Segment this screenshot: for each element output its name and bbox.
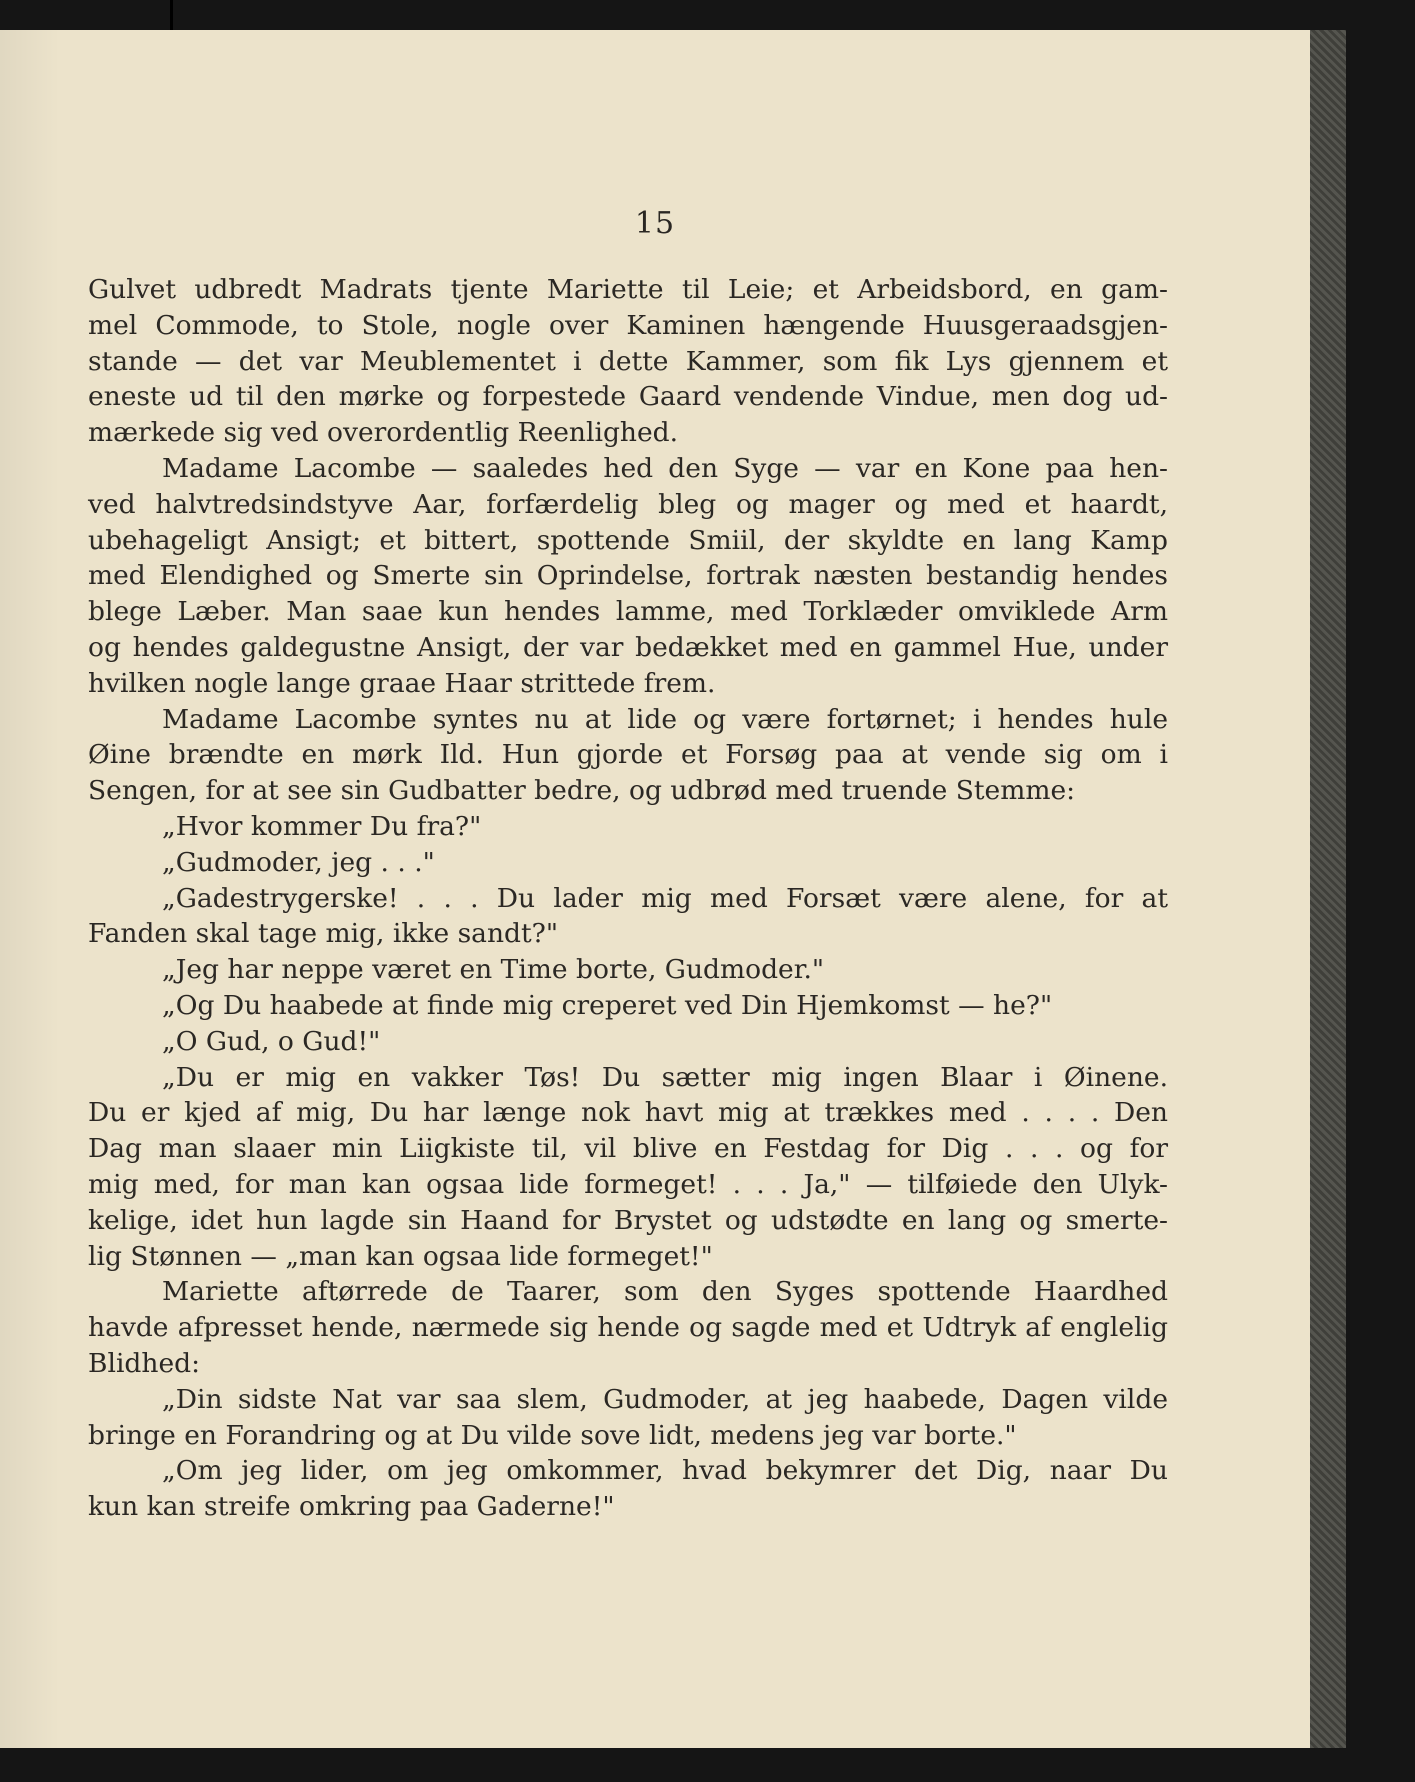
text-line: og hendes galdegustne Ansigt, der var bedækket med en gammel Hue, under: [88, 631, 1168, 663]
text-line: med Elendighed og Smerte sin Oprindelse, fortrak næsten bestandig hendes: [88, 560, 1168, 592]
text-line: kelige, idet hun lagde sin Haand for Brystet og udstødte en lang og smerte-: [88, 1204, 1168, 1236]
text-line: Madame Lacombe — saaledes hed den Syge — var en Kone paa hen-: [162, 452, 1168, 484]
text-line: „Hvor kommer Du fra?": [162, 810, 482, 842]
text-line: kun kan streife omkring paa Gaderne!": [88, 1491, 615, 1523]
text-line: „Gadestrygerske! . . . Du lader mig med Forsæt være alene, for at: [162, 882, 1168, 914]
text-line: Dag man slaaer min Liigkiste til, vil blive en Festdag for Dig . . . og for: [88, 1133, 1168, 1165]
text-line: mærkede sig ved overordentlig Reenlighed.: [88, 417, 679, 449]
text-line: bringe en Forandring og at Du vilde sove lidt, medens jeg var borte.": [88, 1419, 1017, 1451]
text-line: lig Stønnen — „man kan ogsaa lide formeget!": [88, 1240, 713, 1272]
text-line: Madame Lacombe syntes nu at lide og være fortørnet; i hendes hule: [162, 703, 1168, 735]
text-line: Sengen, for at see sin Gudbatter bedre, og udbrød med truende Stemme:: [88, 775, 1076, 807]
text-line: mig med, for man kan ogsaa lide formeget! . . . Ja," — tilføiede den Ulyk-: [88, 1168, 1168, 1200]
text-line: „O Gud, o Gud!": [162, 1025, 381, 1057]
text-line: „Din sidste Nat var saa slem, Gudmoder, at jeg haabede, Dagen vilde: [162, 1383, 1168, 1415]
text-line: hvilken nogle lange graae Haar strittede frem.: [88, 667, 716, 699]
body-text: [88, 272, 1168, 1525]
text-line: Du er kjed af mig, Du har længe nok havt mig at trækkes med . . . . Den: [88, 1097, 1168, 1129]
book-binding: [1310, 30, 1346, 1748]
page-number: 15: [634, 206, 676, 241]
text-line: ved halvtredsindstyve Aar, forfærdelig bleg og mager og med et haardt,: [88, 488, 1168, 520]
text-line: Mariette aftørrede de Taarer, som den Syges spottende Haardhed: [162, 1276, 1168, 1308]
gutter-shadow: [0, 30, 60, 1748]
text-line: Øine brændte en mørk Ild. Hun gjorde et Forsøg paa at vende sig om i: [88, 739, 1168, 771]
text-line: „Om jeg lider, om jeg omkommer, hvad bekymrer det Dig, naar Du: [162, 1455, 1168, 1487]
text-line: Gulvet udbredt Madrats tjente Mariette til Leie; et Arbeidsbord, en gam-: [88, 274, 1168, 305]
scan-edge-mark: [170, 0, 173, 32]
text-line: „Gudmoder, jeg . . .": [162, 846, 435, 878]
text-line: „Og Du haabede at finde mig creperet ved Din Hjemkomst — he?": [162, 989, 1053, 1021]
book-page: [0, 30, 1312, 1748]
text-line: mel Commode, to Stole, nogle over Kaminen hængende Huusgeraadsgjen-: [88, 309, 1168, 341]
text-line: „Du er mig en vakker Tøs! Du sætter mig ingen Blaar i Øinene.: [162, 1061, 1168, 1093]
text-line: blege Læber. Man saae kun hendes lamme, med Torklæder omviklede Arm: [88, 596, 1168, 628]
text-line: eneste ud til den mørke og forpestede Gaard vendende Vindue, men dog ud-: [88, 381, 1168, 413]
text-line: ubehageligt Ansigt; et bittert, spottende Smiil, der skyldte en lang Kamp: [88, 524, 1168, 556]
text-line: Blidhed:: [88, 1347, 201, 1379]
text-line: Fanden skal tage mig, ikke sandt?": [88, 918, 559, 950]
text-line: „Jeg har neppe været en Time borte, Gudmoder.": [162, 954, 825, 986]
text-line: havde afpresset hende, nærmede sig hende og sagde med et Udtryk af englelig: [88, 1312, 1168, 1344]
text-line: stande — det var Meublementet i dette Kammer, som fik Lys gjennem et: [88, 345, 1168, 377]
